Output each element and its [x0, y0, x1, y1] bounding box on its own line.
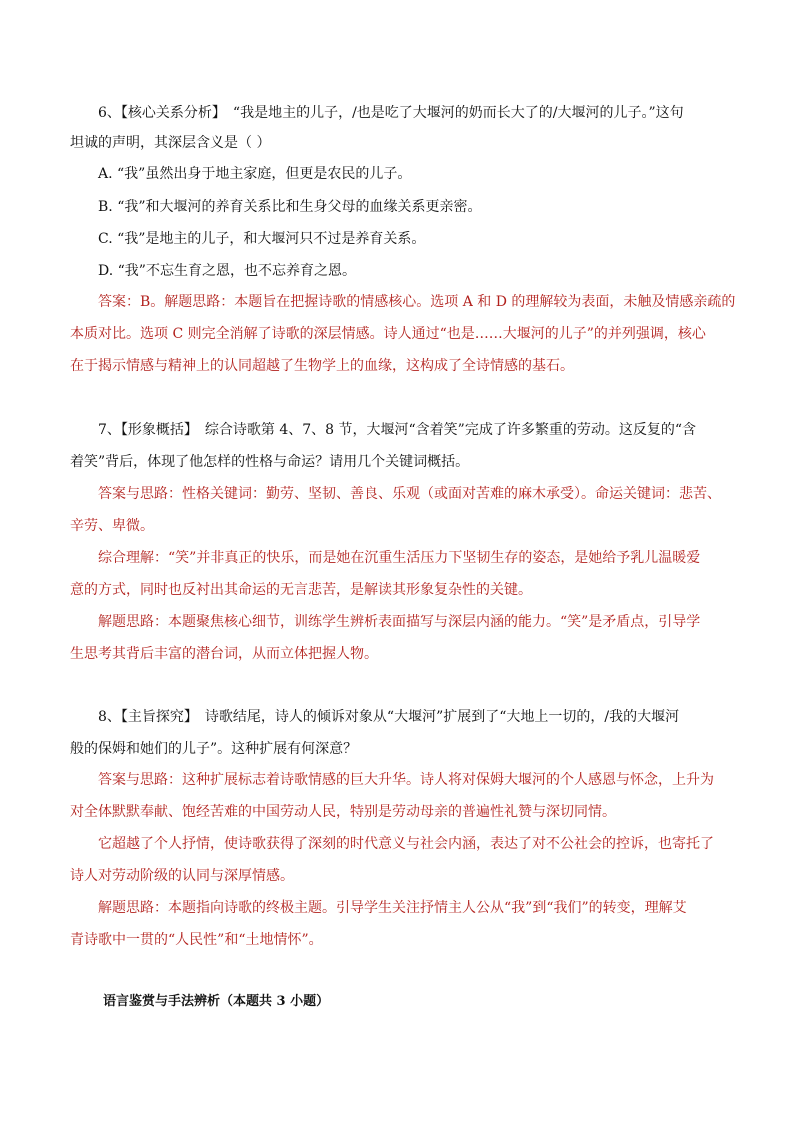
question-8-answer-line-4: 诗人对劳动阶级的认同与深厚情感。 [70, 868, 294, 884]
question-7-answer-line-3: 综合理解：“笑”并非真正的快乐，而是她在沉重生活压力下坚韧生存的姿态，是她给予乳儿温暖爱 [98, 550, 701, 566]
question-8-stem-line-1: 8、【主旨探究】 诗歌结尾，诗人的倾诉对象从“大堰河”扩展到了“大地上一切的，/我的大堰河 [98, 709, 680, 725]
question-8-answer-line-3: 它超越了个人抒情，使诗歌获得了深刻的时代意义与社会内涵，表达了对不公社会的控诉，也寄托了 [98, 836, 714, 852]
question-7-answer-line-4: 意的方式，同时也反衬出其命运的无言悲苦，是解读其形象复杂性的关键。 [70, 582, 532, 598]
question-6-stem-line-1: 6、【核心关系分析】 “我是地主的儿子，/也是吃了大堰河的奶而长大了的/大堰河的儿子。”这句 [98, 105, 684, 121]
question-6-option-d: D. “我”不忘生育之恩，也不忘养育之恩。 [98, 263, 356, 279]
question-8-stem-line-2: 般的保姆和她们的儿子”。这种扩展有何深意？ [70, 741, 358, 757]
question-6-answer-line-3: 在于揭示情感与精神上的认同超越了生物学上的血缘，这构成了全诗情感的基石。 [70, 358, 574, 374]
question-8-answer-line-5: 解题思路：本题指向诗歌的终极主题。引导学生关注抒情主人公从“我”到“我们”的转变，理解艾 [98, 900, 687, 916]
question-6-answer-line-1: 答案：B。解题思路：本题旨在把握诗歌的情感核心。选项 A 和 D 的理解较为表面，未触及情感亲疏的 [98, 294, 736, 310]
question-8-answer-line-2: 对全体默默奉献、饱经苦难的中国劳动人民，特别是劳动母亲的普遍性礼赞与深切同情。 [70, 804, 616, 820]
question-7-stem-line-2: 着笑”背后，体现了他怎样的性格与命运？请用几个关键词概括。 [70, 454, 470, 470]
question-7-answer-line-2: 辛劳、卑微。 [70, 518, 154, 534]
question-6-stem-line-2: 坦诚的声明，其深层含义是（ ） [70, 135, 271, 151]
question-8-answer-line-6: 青诗歌中一贯的“人民性”和“土地情怀”。 [70, 932, 323, 948]
question-6-option-b: B. “我”和大堰河的养育关系比和生身父母的血缘关系更亲密。 [98, 199, 482, 215]
section-heading: 语言鉴赏与手法辨析（本题共 3 小题） [103, 994, 330, 1009]
question-6-option-c: C. “我”是地主的儿子，和大堰河只不过是养育关系。 [98, 231, 426, 247]
question-7-answer-line-1: 答案与思路：性格关键词：勤劳、坚韧、善良、乐观（或面对苦难的麻木承受）。命运关键词：悲苦、 [98, 486, 721, 502]
question-7-answer-line-6: 生思考其背后丰富的潜台词，从而立体把握人物。 [70, 646, 378, 662]
question-8-answer-line-1: 答案与思路：这种扩展标志着诗歌情感的巨大升华。诗人将对保姆大堰河的个人感恩与怀念，上升为 [98, 772, 714, 788]
question-6-answer-line-2: 本质对比。选项 C 则完全消解了诗歌的深层情感。诗人通过“也是……大堰河的儿子”的并列强调，核心 [70, 326, 706, 342]
question-7-stem-line-1: 7、【形象概括】 综合诗歌第 4、7、8 节，大堰河“含着笑”完成了许多繁重的劳动。这反复的“含 [98, 422, 696, 438]
question-7-answer-line-5: 解题思路：本题聚焦核心细节，训练学生辨析表面描写与深层内涵的能力。“笑”是矛盾点，引导学 [98, 614, 701, 630]
question-6-option-a: A. “我”虽然出身于地主家庭，但更是农民的儿子。 [98, 166, 412, 182]
